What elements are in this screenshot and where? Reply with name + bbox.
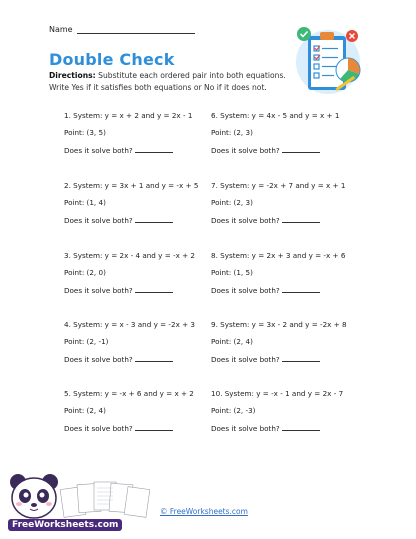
answer-blank[interactable]	[282, 144, 320, 153]
site-logo: FreeWorksheets.com	[8, 519, 122, 531]
problem-system: 7. System: y = -2x + 7 and y = x + 1	[211, 181, 346, 190]
problem-point: Point: (2, 3)	[211, 128, 253, 137]
problem-8	[211, 250, 351, 301]
problem-4	[64, 319, 204, 370]
problem-question: Does it solve both?	[211, 424, 280, 433]
page-title: Double Check	[49, 50, 175, 69]
problem-5	[64, 388, 204, 439]
problem-question-row	[211, 422, 351, 439]
directions	[49, 70, 297, 93]
problem-question-row	[64, 284, 204, 301]
footer-link[interactable]: © FreeWorksheets.com	[160, 507, 248, 516]
problem-2	[64, 180, 204, 231]
problem-question: Does it solve both?	[211, 286, 280, 295]
directions-label: Directions:	[49, 71, 96, 80]
problem-system: 4. System: y = x - 3 and y = -2x + 3	[64, 320, 196, 329]
problem-question: Does it solve both?	[64, 424, 133, 433]
problem-point: Point: (2, -1)	[64, 337, 109, 346]
problem-question: Does it solve both?	[64, 286, 133, 295]
answer-blank[interactable]	[135, 353, 173, 362]
name-blank-line[interactable]	[77, 24, 195, 34]
problem-question: Does it solve both?	[64, 355, 133, 364]
problem-question-row	[211, 144, 351, 161]
problem-system: 9. System: y = 3x - 2 and y = -2x + 8	[211, 320, 347, 329]
problem-system: 1. System: y = x + 2 and y = 2x - 1	[64, 111, 193, 120]
answer-blank[interactable]	[282, 422, 320, 431]
problem-question: Does it solve both?	[64, 216, 133, 225]
answer-blank[interactable]	[135, 284, 173, 293]
problem-point: Point: (1, 4)	[64, 198, 106, 207]
problem-question-row	[211, 353, 351, 370]
problem-point: Point: (1, 5)	[211, 268, 253, 277]
problem-system: 2. System: y = 3x + 1 and y = -x + 5	[64, 181, 199, 190]
problem-10	[211, 388, 351, 439]
problem-system: 5. System: y = -x + 6 and y = x + 2	[64, 389, 194, 398]
problem-question-row	[64, 214, 204, 231]
problem-system: 6. System: y = 4x - 5 and y = x + 1	[211, 111, 340, 120]
problem-point: Point: (2, 4)	[211, 337, 253, 346]
answer-blank[interactable]	[282, 284, 320, 293]
problem-7	[211, 180, 351, 231]
problem-system: 10. System: y = -x - 1 and y = 2x - 7	[211, 389, 344, 398]
answer-blank[interactable]	[282, 214, 320, 223]
answer-blank[interactable]	[135, 214, 173, 223]
problem-question: Does it solve both?	[211, 355, 280, 364]
problem-question: Does it solve both?	[64, 146, 133, 155]
clipboard-checklist-icon	[294, 22, 362, 100]
problem-question-row	[211, 284, 351, 301]
problem-system: 3. System: y = 2x - 4 and y = -x + 2	[64, 251, 196, 260]
name-label: Name	[49, 25, 73, 34]
problem-point: Point: (2, 4)	[64, 406, 106, 415]
name-field	[49, 24, 195, 34]
problem-question-row	[64, 353, 204, 370]
problem-point: Point: (3, 5)	[64, 128, 106, 137]
worksheet-stack-icon	[60, 478, 150, 518]
directions-text: Substitute each ordered pair into both equations. Write Yes if it satisfies both equations or No if it does not.	[49, 71, 286, 92]
problem-6	[211, 110, 351, 161]
answer-blank[interactable]	[135, 422, 173, 431]
answer-blank[interactable]	[135, 144, 173, 153]
problem-3	[64, 250, 204, 301]
problem-question: Does it solve both?	[211, 216, 280, 225]
problem-question-row	[64, 422, 204, 439]
panda-icon	[3, 470, 65, 522]
problem-system: 8. System: y = 2x + 3 and y = -x + 6	[211, 251, 346, 260]
problem-question-row	[64, 144, 204, 161]
answer-blank[interactable]	[282, 353, 320, 362]
problem-9	[211, 319, 351, 370]
problem-point: Point: (2, 0)	[64, 268, 106, 277]
problem-point: Point: (2, 3)	[211, 198, 253, 207]
problem-point: Point: (2, -3)	[211, 406, 256, 415]
problem-question-row	[211, 214, 351, 231]
problem-question: Does it solve both?	[211, 146, 280, 155]
problem-1	[64, 110, 204, 161]
